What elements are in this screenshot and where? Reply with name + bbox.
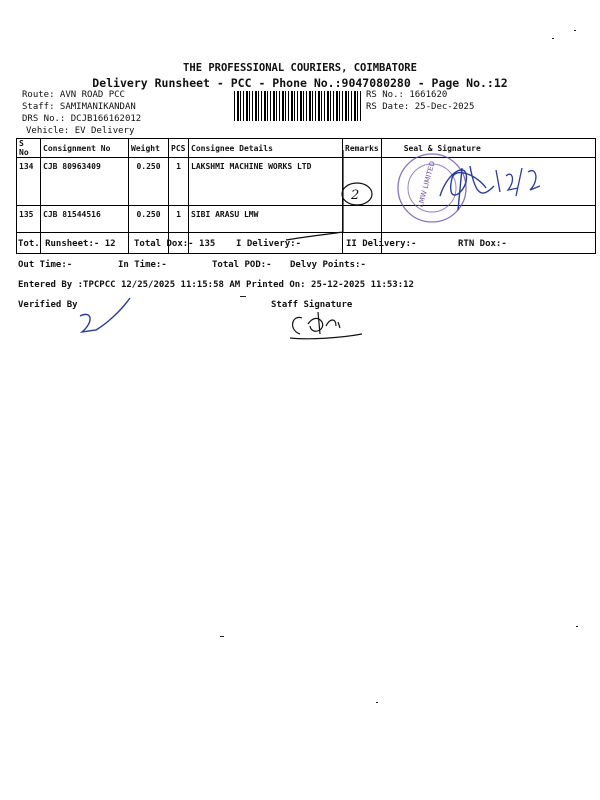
seal-signature-scribble [440, 166, 494, 210]
row-weight: 0.250 [129, 206, 169, 254]
out-time: Out Time:- [18, 260, 73, 270]
col-header-consignment: Consignment No [41, 139, 129, 158]
ii-delivery: II Delivery:- [346, 239, 417, 249]
row-consignment: CJB 80963409 [41, 158, 129, 206]
row-weight: 0.250 [129, 158, 169, 206]
row-consignment: CJB 81544516 [41, 206, 129, 254]
entered-by: Entered By :TPCPCC 12/25/2025 11:15:58 AM [18, 280, 241, 290]
staff-signature [290, 312, 362, 339]
rs-number: RS No.: 1661620 [366, 90, 448, 100]
row-sno: 135 [17, 206, 41, 254]
row-consignee: LAKSHMI MACHINE WORKS LTD [189, 158, 343, 206]
scan-speck [240, 296, 246, 297]
scan-speck [576, 626, 578, 627]
printed-on: Printed On: 25-12-2025 11:53:12 [246, 280, 414, 290]
stamp-text: LMW LIMITED [416, 160, 437, 209]
company-stamp [398, 154, 466, 222]
col-header-seal: Seal & Signature [381, 139, 595, 158]
col-header-remarks: Remarks [343, 139, 382, 158]
row-pcs: 1 [169, 158, 189, 206]
col-header-sno: S No [17, 139, 41, 158]
row-pcs: 1 [169, 206, 189, 254]
route-label: Route: AVN ROAD PCC [22, 90, 125, 100]
delvy-points: Delvy Points:- [290, 260, 366, 270]
staff-label: Staff: SAMIMANIKANDAN [22, 102, 136, 112]
remarks-bracket-mark [286, 150, 343, 240]
row-sno: 134 [17, 158, 41, 206]
col-header-weight: Weight [129, 139, 169, 158]
verified-signature [80, 298, 130, 332]
scan-speck [376, 702, 378, 703]
drs-label: DRS No.: DCJB166162012 [22, 114, 142, 124]
total-dox: Total Dox:- 135 [134, 239, 216, 249]
col-header-consignee: Consignee Details [189, 139, 343, 158]
handwritten-date [496, 168, 540, 196]
staff-signature-label: Staff Signature [271, 300, 353, 310]
vehicle-label: Vehicle: EV Delivery [26, 126, 135, 136]
runsheet-subtitle: Delivery Runsheet - PCC - Phone No.:9047080280 - Page No.:12 [92, 76, 508, 90]
scan-speck [220, 636, 224, 637]
rtn-dox: RTN Dox:- [458, 239, 507, 249]
scan-speck [552, 38, 554, 39]
scan-speck [574, 30, 576, 31]
col-header-pcs: PCS [169, 139, 189, 158]
in-time: In Time:- [118, 260, 167, 270]
remark-number: 2 [351, 188, 360, 203]
tot-runsheet: Tot. Runsheet:- 12 [18, 239, 116, 249]
verified-by: Verified By [18, 300, 78, 310]
company-title: THE PROFESSIONAL COURIERS, COIMBATORE [183, 62, 417, 74]
total-pod: Total POD:- [212, 260, 272, 270]
i-delivery: I Delivery:- [236, 239, 302, 249]
row-consignee: SIBI ARASU LMW [189, 206, 343, 254]
rs-date: RS Date: 25-Dec-2025 [366, 102, 475, 112]
